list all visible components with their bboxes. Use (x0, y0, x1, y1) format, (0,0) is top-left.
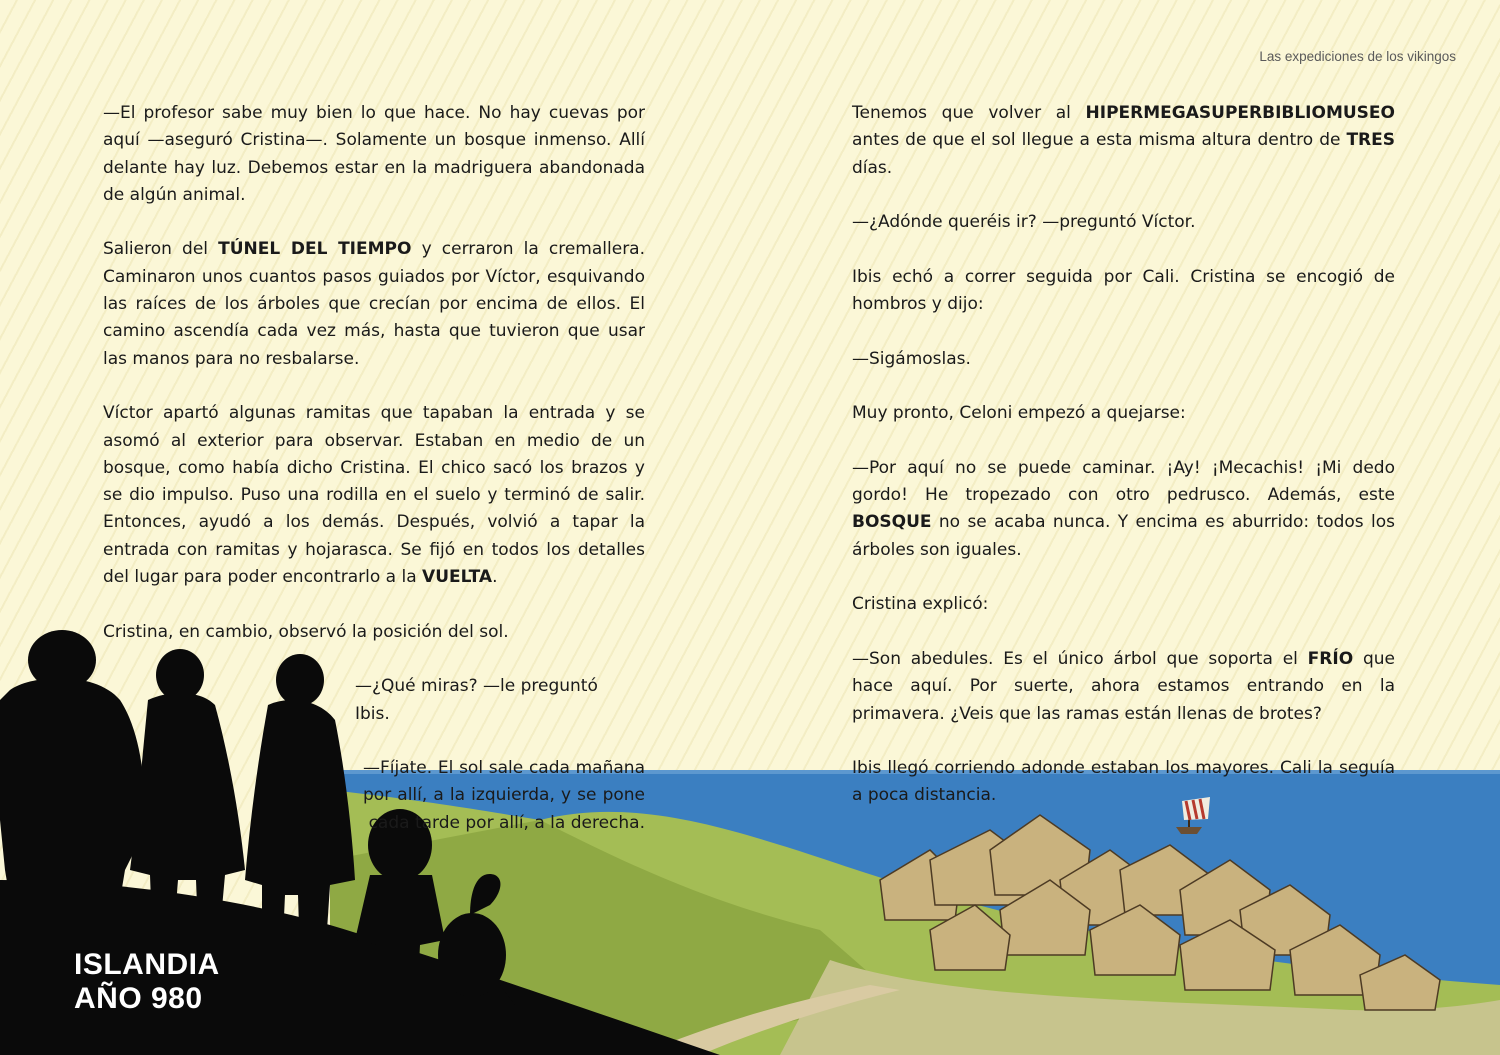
paragraph (852, 646, 1395, 728)
location-caption (74, 948, 220, 1016)
text-span: antes de que el sol llegue a esta misma altura dentro de (852, 130, 1347, 151)
paragraph: Cristina explicó: (852, 594, 989, 615)
text-span: Salieron del (103, 239, 219, 260)
paragraph: —Sigámoslas. (852, 348, 971, 369)
paragraph (852, 100, 1395, 182)
paragraph: Muy pronto, Celoni empezó a quejarse: (852, 403, 1186, 424)
bold-term: FRÍO (1307, 648, 1354, 669)
text-span: —Por aquí no se puede caminar. ¡Ay! ¡Mecachis! ¡Mi dedo gordo! He tropezado con otro pedrusco. Además, este (852, 457, 1395, 506)
paragraph: Ibis llegó corriendo adonde estaban los mayores. Cali la seguía a poca distancia. (852, 758, 1395, 806)
text-span: y cerraron la cremallera. Caminaron unos cuantos pasos guiados por Víctor, esquivando las raíces de los árboles que crecían por encima de ellos. El camino ascendía cada vez más, hasta que tuvieron que usar las manos para no resbalarse. (103, 239, 645, 369)
running-head: Las expediciones de los vikingos (1259, 49, 1456, 64)
text-span: días. (852, 157, 893, 178)
paragraph: —¿Qué miras? —le preguntó Ibis. (355, 676, 598, 724)
text-span: que hace aquí. Por suerte, ahora estamos entrando en la primavera. ¿Veis que las ramas están llenas de brotes? (852, 648, 1395, 724)
paragraph (103, 400, 645, 591)
paragraph: Cristina, en cambio, observó la posición del sol. (103, 621, 509, 642)
paragraph: —Fíjate. El sol sale cada mañana por allí, a la izquierda, y se pone cada tarde por allí, a la derecha. (363, 758, 645, 833)
paragraph: —¿Adónde queréis ir? —preguntó Víctor. (852, 212, 1196, 233)
paragraph (103, 236, 645, 372)
paragraph: Ibis echó a correr seguida por Cali. Cristina se encogió de hombros y dijo: (852, 266, 1395, 315)
bold-term: BOSQUE (852, 512, 932, 533)
text-span: no se acaba nunca. Y encima es aburrido: todos los árboles son iguales. (852, 512, 1395, 560)
caption-place: ISLANDIA (74, 948, 220, 981)
bold-term: TRES (1346, 130, 1395, 151)
text-span: Tenemos que volver al (852, 103, 1086, 123)
text-span: . (492, 567, 498, 588)
text-span: —Son abedules. Es el único árbol que soporta el (852, 648, 1308, 669)
caption-year: AÑO 980 (74, 982, 203, 1015)
paragraph (852, 455, 1395, 564)
left-text-column (103, 100, 645, 864)
paragraph: —El profesor sabe muy bien lo que hace. No hay cuevas por aquí —aseguró Cristina—. Solamente un bosque inmenso. Allí delante hay luz. Debemos estar en la madriguera abandonada de algún animal. (103, 103, 645, 205)
right-text-column (852, 100, 1395, 837)
bold-term: HIPERMEGASUPERBIBLIOMUSEO (1085, 103, 1395, 123)
bold-term: TÚNEL DEL TIEMPO (218, 239, 412, 260)
bold-term: VUELTA (422, 567, 493, 588)
text-span: Víctor apartó algunas ramitas que tapaban la entrada y se asomó al exterior para observar. Estaban en medio de un bosque, como había dicho Cristina. El chico sacó los brazos y se dio impulso. Puso una rodilla en el suelo y terminó de salir. Entonces, ayudó a los demás. Después, volvió a tapar la entrada con ramitas y hojarasca. Se fijó en todos los detalles del lugar para poder encontrarlo a la (103, 403, 645, 588)
